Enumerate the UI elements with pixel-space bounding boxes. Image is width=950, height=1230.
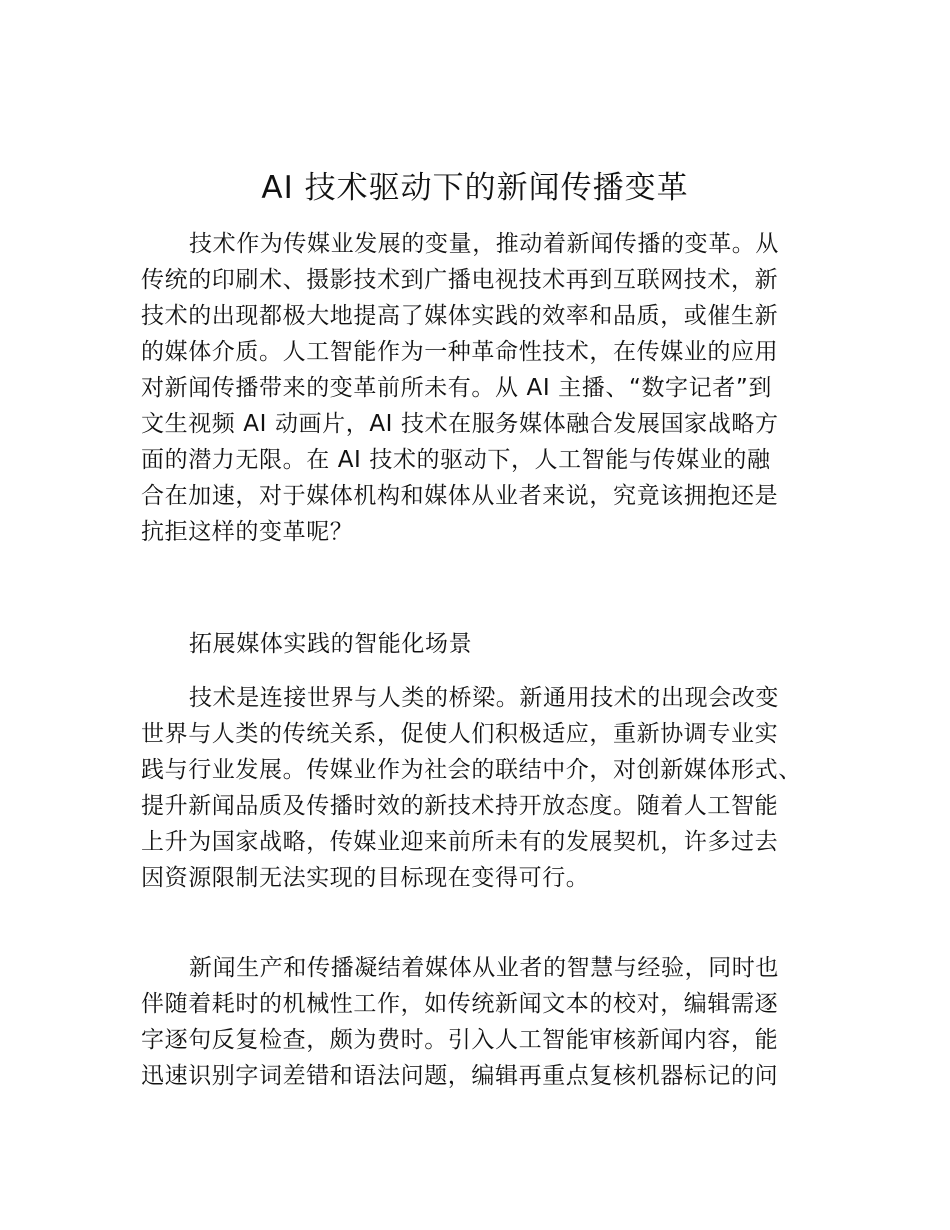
text-line: 抗拒这样的变革呢？ <box>141 519 354 545</box>
text-line: 世界与人类的传统关系，促使人们积极适应，重新协调专业实 <box>141 721 779 747</box>
text-line: 字逐句反复检查，颇为费时。引入人工智能审核新闻内容，能 <box>141 1027 779 1053</box>
paragraph-bridge <box>141 680 813 896</box>
article-title: AI 技术驱动下的新闻传播变革 <box>261 170 689 206</box>
text-line: 技术是连接世界与人类的桥梁。新通用技术的出现会改变 <box>189 685 779 711</box>
text-line: 迅速识别字词差错和语法问题，编辑再重点复核机器标记的问 <box>141 1063 779 1089</box>
text-line: 践与行业发展。传媒业作为社会的联结中介，对创新媒体形式、 <box>141 757 802 783</box>
section-heading <box>141 626 813 662</box>
text-line: 拓展媒体实践的智能化场景 <box>189 631 473 657</box>
text-line: 文生视频 AI 动画片，AI 技术在服务媒体融合发展国家战略方 <box>141 411 779 437</box>
text-line: 传统的印刷术、摄影技术到广播电视技术再到互联网技术，新 <box>141 267 779 293</box>
text-line: 的媒体介质。人工智能作为一种革命性技术，在传媒业的应用 <box>141 339 779 365</box>
text-line: 面的潜力无限。在 AI 技术的驱动下，人工智能与传媒业的融 <box>141 447 771 473</box>
text-line: 技术的出现都极大地提高了媒体实践的效率和品质，或催生新 <box>141 303 779 329</box>
text-line: 新闻生产和传播凝结着媒体从业者的智慧与经验，同时也 <box>189 955 779 981</box>
text-line: 技术作为传媒业发展的变量，推动着新闻传播的变革。从 <box>189 231 779 257</box>
paragraph-production <box>141 950 813 1094</box>
paragraph-intro <box>141 226 813 550</box>
text-line: 提升新闻品质及传播时效的新技术持开放态度。随着人工智能 <box>141 793 779 819</box>
text-line: 对新闻传播带来的变革前所未有。从 AI 主播、“数字记者”到 <box>141 375 772 401</box>
text-line: 上升为国家战略，传媒业迎来前所未有的发展契机，许多过去 <box>141 829 779 855</box>
text-line: 合在加速，对于媒体机构和媒体从业者来说，究竟该拥抱还是 <box>141 483 779 509</box>
text-line: 伴随着耗时的机械性工作，如传统新闻文本的校对，编辑需逐 <box>141 991 779 1017</box>
text-line: 因资源限制无法实现的目标现在变得可行。 <box>141 865 590 891</box>
